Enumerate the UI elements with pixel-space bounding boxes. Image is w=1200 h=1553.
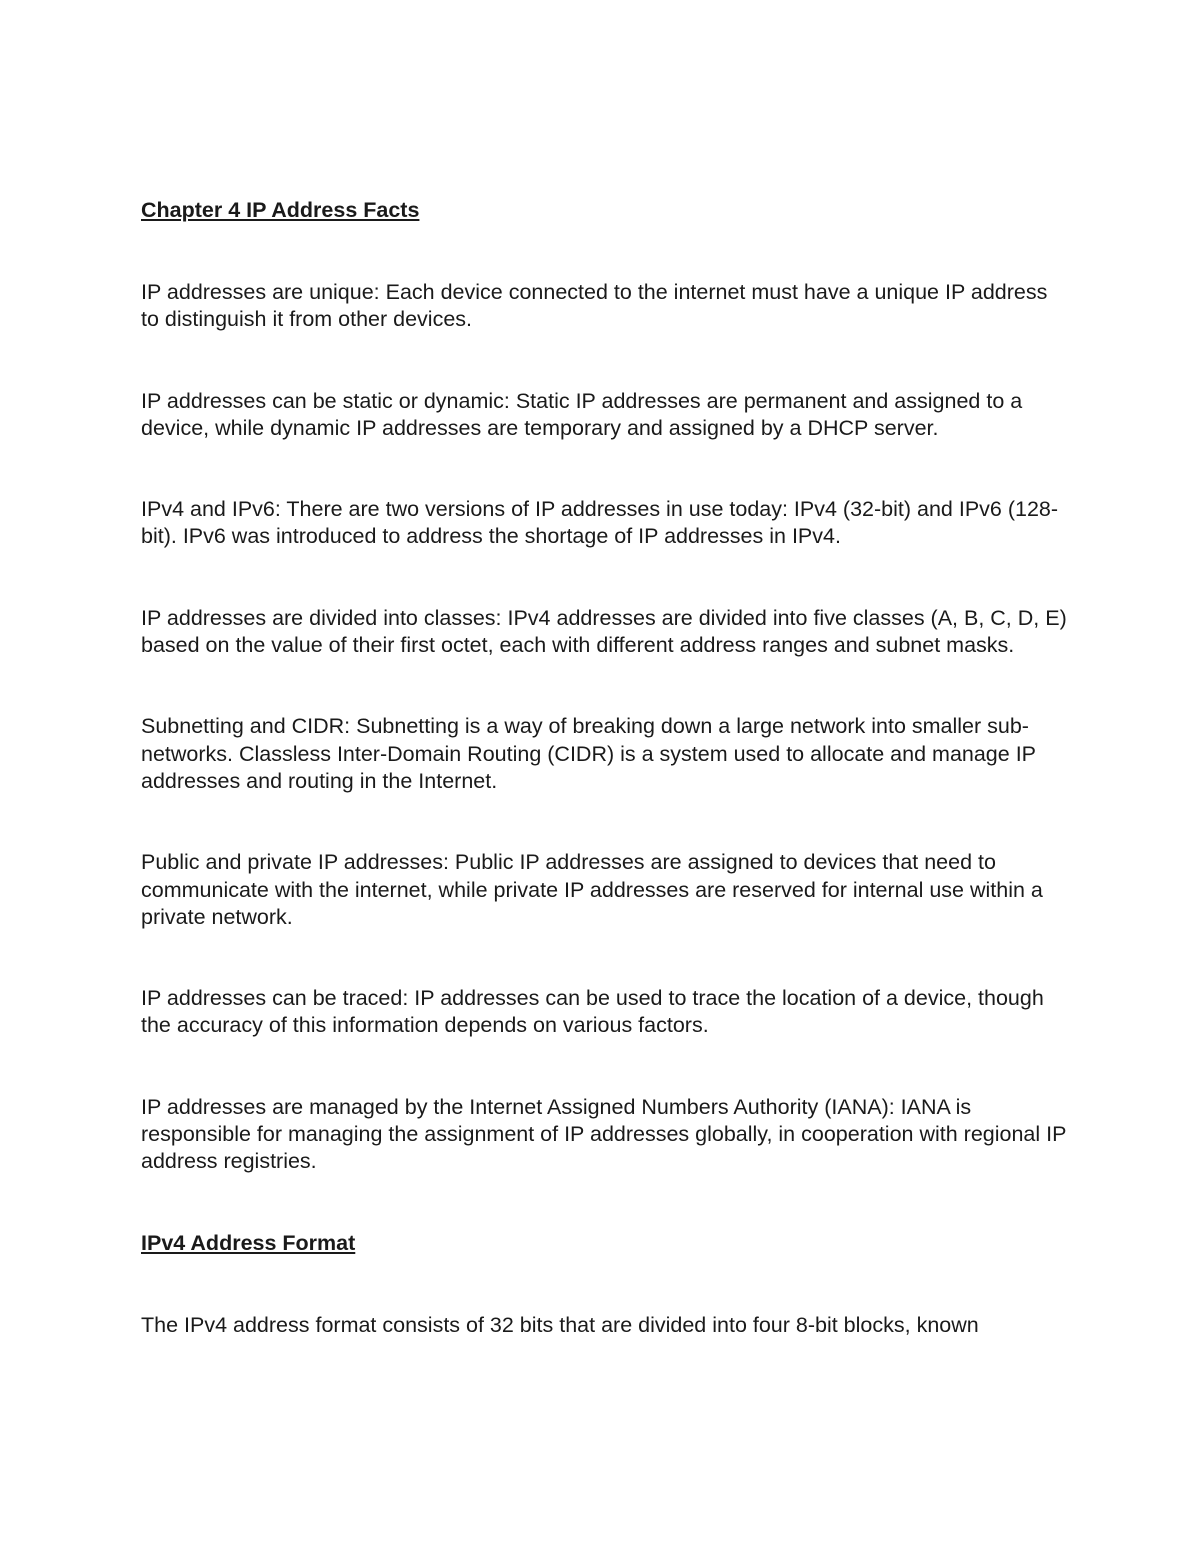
fact-paragraph-unique: IP addresses are unique: Each device connected to the internet must have a unique IP address to distinguish it from other devices. bbox=[141, 280, 1048, 332]
section-paragraph-ipv4-format: The IPv4 address format consists of 32 bits that are divided into four 8-bit blocks, known bbox=[141, 1312, 979, 1337]
fact-paragraph-traced: IP addresses can be traced: IP addresses can be used to trace the location of a device, though the accuracy of this information depends on various factors. bbox=[141, 986, 1044, 1038]
fact-paragraph-ipv4-ipv6: IPv4 and IPv6: There are two versions of IP addresses in use today: IPv4 (32-bit) and IPv6 (128-bit). IPv6 was introduced to address the shortage of IP addresses in IPv4. bbox=[141, 497, 1059, 549]
section-heading-ipv4-format: IPv4 Address Format bbox=[141, 1230, 356, 1255]
fact-paragraph-public-private: Public and private IP addresses: Public IP addresses are assigned to devices that need to communicate with the internet, while private IP addresses are reserved for internal use within a private network. bbox=[141, 850, 1043, 929]
fact-paragraph-subnetting-cidr: Subnetting and CIDR: Subnetting is a way of breaking down a large network into smaller sub-networks. Classless Inter-Domain Routing (CIDR) is a system used to allocate and manage IP addresses and routing in the Internet. bbox=[141, 714, 1036, 793]
fact-paragraph-static-dynamic: IP addresses can be static or dynamic: Static IP addresses are permanent and assigned to a device, while dynamic IP addresses are temporary and assigned by a DHCP server. bbox=[141, 388, 1023, 440]
chapter-title: Chapter 4 IP Address Facts bbox=[141, 198, 420, 222]
document-body bbox=[141, 197, 1071, 1339]
fact-paragraph-classes: IP addresses are divided into classes: IPv4 addresses are divided into five classes (A, B, C, D, E) based on the value of their first octet, each with different address ranges and subnet masks. bbox=[141, 605, 1067, 658]
fact-paragraph-iana: IP addresses are managed by the Internet Assigned Numbers Authority (IANA): IANA is responsible for managing the assignment of IP addresses globally, in cooperation with regional IP address registries. bbox=[141, 1094, 1067, 1174]
